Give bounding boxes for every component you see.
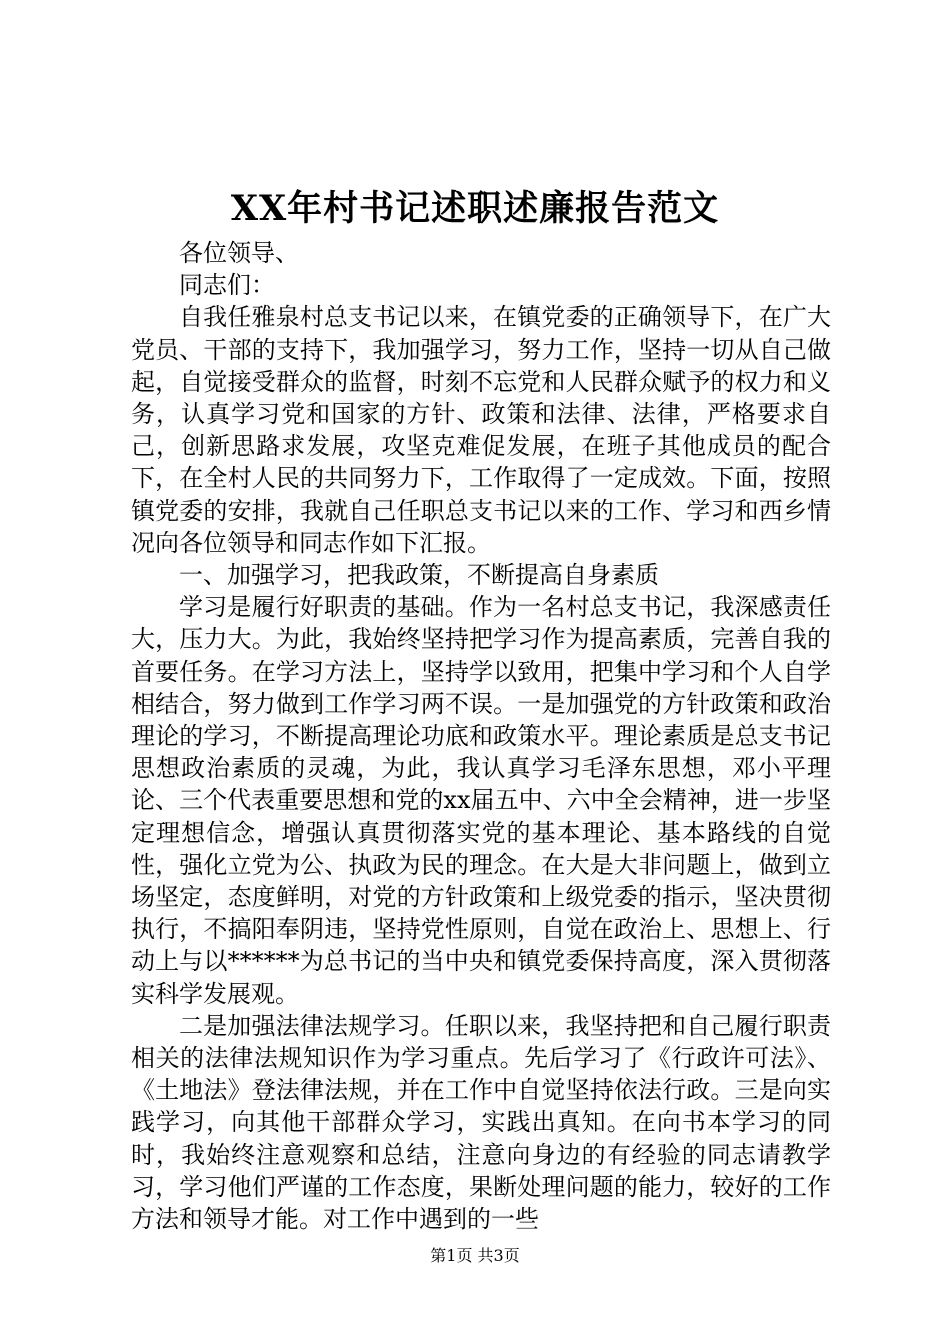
document-body bbox=[131, 237, 831, 1235]
section-heading-1: 一、加强学习，把我政策，不断提高自身素质 bbox=[179, 561, 659, 590]
document-title: XX年村书记述职述廉报告范文 bbox=[230, 188, 720, 229]
salutation-comrades: 同志们： bbox=[179, 271, 275, 300]
page-footer: 第1页 共3页 bbox=[430, 1246, 520, 1265]
paragraph-law-study: 二是加强法律法规学习。任职以来，我坚持把和自己履行职责相关的法律法规知识作为学习重点。先后学习了《行政许可法》、《土地法》登法律法规，并在工作中自觉坚持依法行政。三是向实践学习，向其他干部群众学习，实践出真知。在向书本学习的同时，我始终注意观察和总结，注意向身边的有经验的同志请教学习，学习他们严谨的工作态度，果断处理问题的能力，较好的工作方法和领导才能。对工作中遇到的一些 bbox=[131, 1011, 831, 1234]
paragraph-intro: 自我任雅泉村总支书记以来，在镇党委的正确领导下，在广大党员、干部的支持下，我加强学习，努力工作，坚持一切从自己做起，自觉接受群众的监督，时刻不忘党和人民群众赋予的权力和义务，认真学习党和国家的方针、政策和法律、法律，严格要求自己，创新思路求发展，攻坚克难促发展，在班子其他成员的配合下，在全村人民的共同努力下，工作取得了一定成效。下面，按照镇党委的安排，我就自己任职总支书记以来的工作、学习和西乡情况向各位领导和同志作如下汇报。 bbox=[131, 303, 831, 557]
paragraph-study: 学习是履行好职责的基础。作为一名村总支书记，我深感责任大，压力大。为此，我始终坚持把学习作为提高素质，完善自我的首要任务。在学习方法上，坚持学以致用，把集中学习和个人自学相结合，努力做到工作学习两不误。一是加强党的方针政策和政治理论的学习，不断提高理论功底和政策水平。理论素质是总支书记思想政治素质的灵魂，为此，我认真学习毛泽东思想，邓小平理论、三个代表重要思想和党的xx届五中、六中全会精神，进一步坚定理想信念，增强认真贯彻落实党的基本理论、基本路线的自觉性，强化立党为公、执政为民的理念。在大是大非问题上，做到立场坚定，态度鲜明，对党的方针政策和上级党委的指示，坚决贯彻执行，不搞阳奉阴违，坚持党性原则，自觉在政治上、思想上、行动上与以******为总书记的当中央和镇党委保持高度，深入贯彻落实科学发展观。 bbox=[131, 593, 831, 1008]
salutation-leaders: 各位领导、 bbox=[179, 239, 299, 267]
